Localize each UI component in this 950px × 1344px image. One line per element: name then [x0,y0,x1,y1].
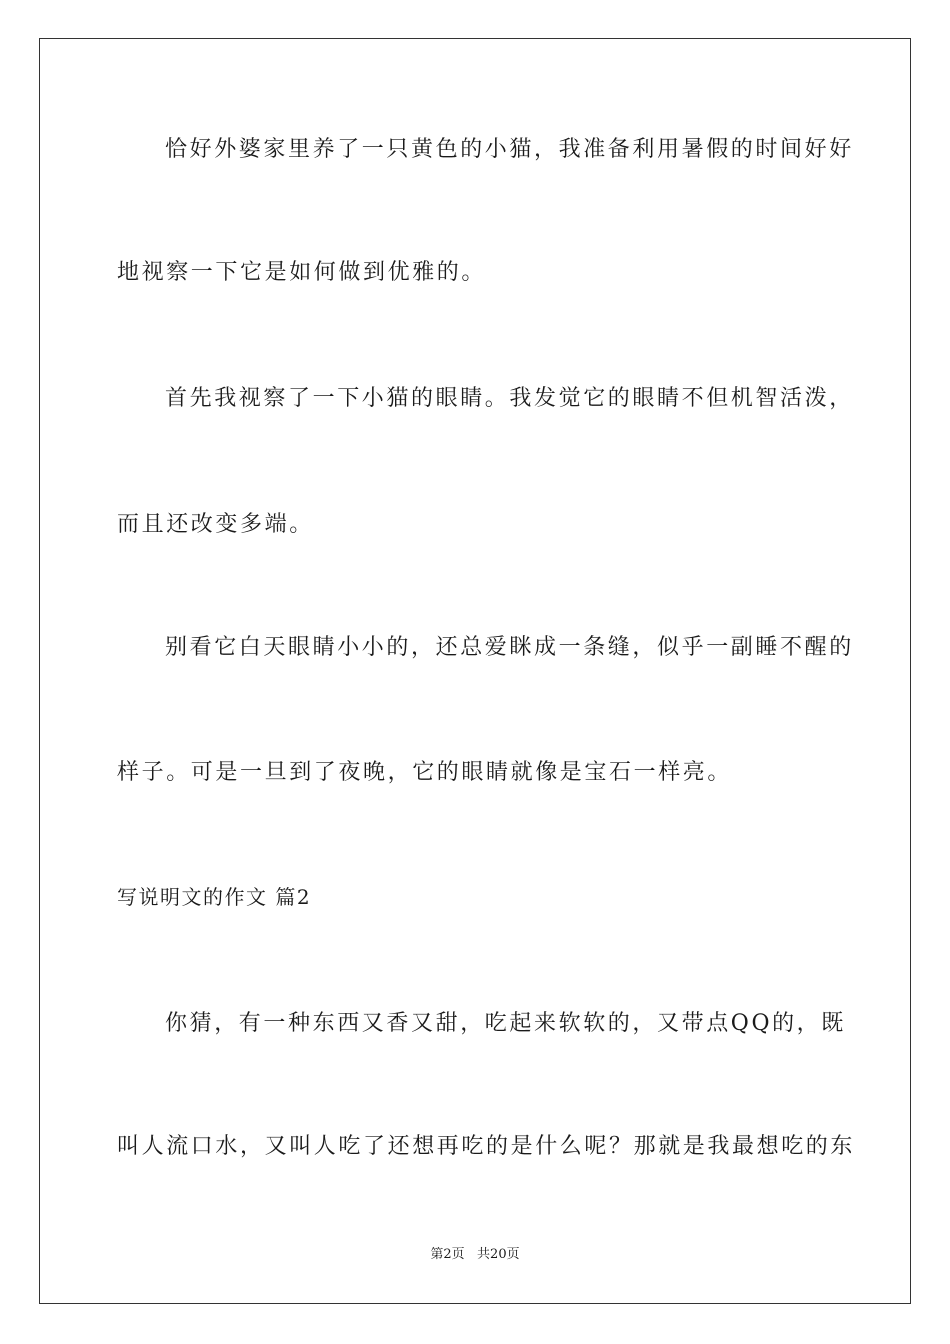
section-heading: 写说明文的作文 篇2 [117,885,312,909]
page-number-footer: 第2页 共20页 [430,1247,520,1262]
paragraph-4-line-1: 你猜，有一种东西又香又甜，吃起来软软的，又带点QQ的，既 [165,1011,846,1036]
paragraph-3-line-1: 别看它白天眼睛小小的，还总爱眯成一条缝，似乎一副睡不醒的 [165,635,854,660]
paragraph-1-line-1: 恰好外婆家里养了一只黄色的小猫，我准备利用暑假的时间好好 [165,137,854,162]
paragraph-3-line-2: 样子。可是一旦到了夜晚，它的眼睛就像是宝石一样亮。 [117,760,733,785]
page-frame [39,38,911,1304]
paragraph-2-line-2: 而且还改变多端。 [117,512,314,537]
paragraph-1-line-2: 地视察一下它是如何做到优雅的。 [117,260,487,285]
paragraph-2-line-1: 首先我视察了一下小猫的眼睛。我发觉它的眼睛不但机智活泼， [165,386,854,411]
paragraph-4-line-2: 叫人流口水，又叫人吃了还想再吃的是什么呢？那就是我最想吃的东 [117,1134,856,1159]
